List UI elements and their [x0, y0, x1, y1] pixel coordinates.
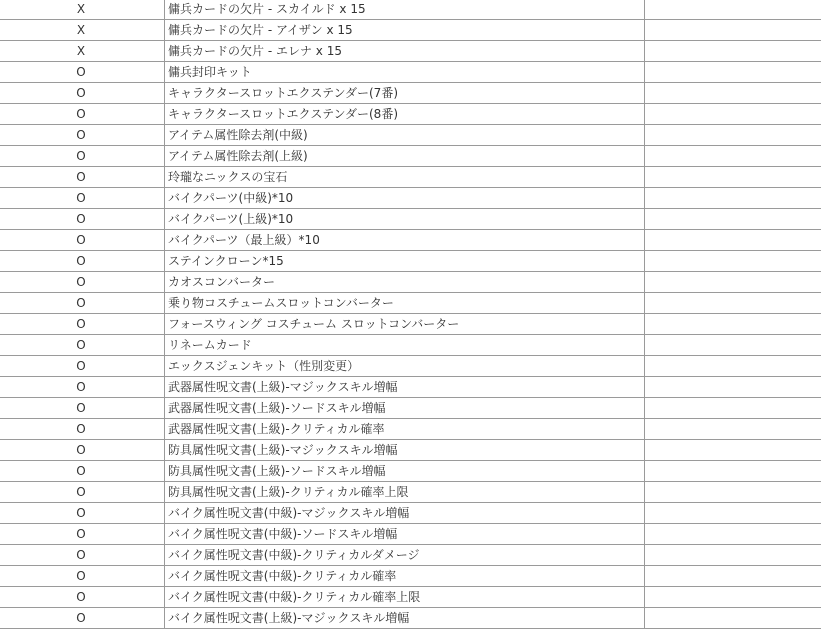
note-cell	[645, 419, 821, 440]
note-cell	[645, 461, 821, 482]
item-name-cell: 防具属性呪文書(上級)-マジックスキル増幅	[165, 440, 645, 461]
table-row	[0, 83, 821, 104]
table-row	[0, 146, 821, 167]
table-row	[0, 104, 821, 125]
note-cell	[645, 230, 821, 251]
table-row	[0, 314, 821, 335]
item-name-cell: エックスジェンキット（性別変更）	[165, 356, 645, 377]
availability-mark-cell: X	[0, 20, 165, 41]
availability-mark-cell: O	[0, 608, 165, 629]
availability-mark-cell: O	[0, 440, 165, 461]
note-cell	[645, 608, 821, 629]
table-row	[0, 440, 821, 461]
note-cell	[645, 503, 821, 524]
note-cell	[645, 587, 821, 608]
note-cell	[645, 545, 821, 566]
table-row	[0, 545, 821, 566]
table-row	[0, 0, 821, 20]
item-name-cell: バイク属性呪文書(中級)-クリティカル確率上限	[165, 587, 645, 608]
availability-mark-cell: O	[0, 545, 165, 566]
item-name-cell: カオスコンバーター	[165, 272, 645, 293]
note-cell	[645, 0, 821, 20]
availability-mark-cell: X	[0, 41, 165, 62]
item-name-cell: フォースウィング コスチューム スロットコンバーター	[165, 314, 645, 335]
item-name-cell: キャラクタースロットエクステンダー(7番)	[165, 83, 645, 104]
table-row	[0, 461, 821, 482]
availability-mark-cell: O	[0, 461, 165, 482]
note-cell	[645, 167, 821, 188]
availability-mark-cell: O	[0, 104, 165, 125]
note-cell	[645, 41, 821, 62]
availability-mark-cell: O	[0, 377, 165, 398]
item-name-cell: 傭兵封印キット	[165, 62, 645, 83]
note-cell	[645, 209, 821, 230]
table-row	[0, 251, 821, 272]
item-name-cell: 傭兵カードの欠片 - エレナ x 15	[165, 41, 645, 62]
note-cell	[645, 377, 821, 398]
table-row	[0, 167, 821, 188]
availability-mark-cell: O	[0, 146, 165, 167]
availability-mark-cell: O	[0, 167, 165, 188]
availability-mark-cell: O	[0, 83, 165, 104]
note-cell	[645, 125, 821, 146]
item-name-cell: 傭兵カードの欠片 - アイザン x 15	[165, 20, 645, 41]
availability-mark-cell: O	[0, 503, 165, 524]
note-cell	[645, 398, 821, 419]
note-cell	[645, 440, 821, 461]
table-row	[0, 419, 821, 440]
note-cell	[645, 146, 821, 167]
table-row	[0, 62, 821, 83]
item-name-cell: バイク属性呪文書(上級)-マジックスキル増幅	[165, 608, 645, 629]
item-name-cell: 玲瓏なニックスの宝石	[165, 167, 645, 188]
item-name-cell: キャラクタースロットエクステンダー(8番)	[165, 104, 645, 125]
note-cell	[645, 314, 821, 335]
note-cell	[645, 482, 821, 503]
table-row	[0, 335, 821, 356]
availability-mark-cell: O	[0, 314, 165, 335]
availability-mark-cell: O	[0, 482, 165, 503]
table-row	[0, 20, 821, 41]
table-row	[0, 524, 821, 545]
note-cell	[645, 335, 821, 356]
table-row	[0, 356, 821, 377]
availability-mark-cell: O	[0, 188, 165, 209]
item-name-cell: バイクパーツ(中級)*10	[165, 188, 645, 209]
item-name-cell: アイテム属性除去剤(上級)	[165, 146, 645, 167]
note-cell	[645, 356, 821, 377]
item-name-cell: アイテム属性除去剤(中級)	[165, 125, 645, 146]
table-row	[0, 482, 821, 503]
item-name-cell: 武器属性呪文書(上級)-マジックスキル増幅	[165, 377, 645, 398]
availability-mark-cell: X	[0, 0, 165, 20]
table-row	[0, 587, 821, 608]
table-row	[0, 503, 821, 524]
item-name-cell: 武器属性呪文書(上級)-クリティカル確率	[165, 419, 645, 440]
item-name-cell: バイクパーツ（最上級）*10	[165, 230, 645, 251]
item-name-cell: 防具属性呪文書(上級)-ソードスキル増幅	[165, 461, 645, 482]
table-row	[0, 608, 821, 629]
item-name-cell: ステインクローン*15	[165, 251, 645, 272]
availability-mark-cell: O	[0, 251, 165, 272]
table-row	[0, 125, 821, 146]
table-row	[0, 293, 821, 314]
item-name-cell: バイク属性呪文書(中級)-マジックスキル増幅	[165, 503, 645, 524]
note-cell	[645, 104, 821, 125]
table-row	[0, 272, 821, 293]
item-name-cell: 傭兵カードの欠片 - スカイルド x 15	[165, 0, 645, 20]
table-row	[0, 188, 821, 209]
item-name-cell: バイクパーツ(上級)*10	[165, 209, 645, 230]
availability-mark-cell: O	[0, 398, 165, 419]
note-cell	[645, 272, 821, 293]
availability-mark-cell: O	[0, 335, 165, 356]
note-cell	[645, 566, 821, 587]
table-row	[0, 377, 821, 398]
table-row	[0, 41, 821, 62]
item-name-cell: 乗り物コスチュームスロットコンバーター	[165, 293, 645, 314]
note-cell	[645, 524, 821, 545]
item-name-cell: バイク属性呪文書(中級)-ソードスキル増幅	[165, 524, 645, 545]
item-name-cell: バイク属性呪文書(中級)-クリティカルダメージ	[165, 545, 645, 566]
availability-mark-cell: O	[0, 62, 165, 83]
item-name-cell: バイク属性呪文書(中級)-クリティカル確率	[165, 566, 645, 587]
note-cell	[645, 83, 821, 104]
note-cell	[645, 251, 821, 272]
note-cell	[645, 188, 821, 209]
table-row	[0, 230, 821, 251]
availability-mark-cell: O	[0, 125, 165, 146]
availability-mark-cell: O	[0, 230, 165, 251]
note-cell	[645, 293, 821, 314]
table-row	[0, 566, 821, 587]
availability-mark-cell: O	[0, 356, 165, 377]
availability-mark-cell: O	[0, 587, 165, 608]
item-name-cell: 武器属性呪文書(上級)-ソードスキル増幅	[165, 398, 645, 419]
availability-mark-cell: O	[0, 419, 165, 440]
table-row	[0, 209, 821, 230]
availability-mark-cell: O	[0, 209, 165, 230]
availability-mark-cell: O	[0, 566, 165, 587]
note-cell	[645, 62, 821, 83]
availability-mark-cell: O	[0, 272, 165, 293]
table-row	[0, 398, 821, 419]
availability-mark-cell: O	[0, 524, 165, 545]
availability-mark-cell: O	[0, 293, 165, 314]
note-cell	[645, 20, 821, 41]
item-name-cell: リネームカード	[165, 335, 645, 356]
item-name-cell: 防具属性呪文書(上級)-クリティカル確率上限	[165, 482, 645, 503]
